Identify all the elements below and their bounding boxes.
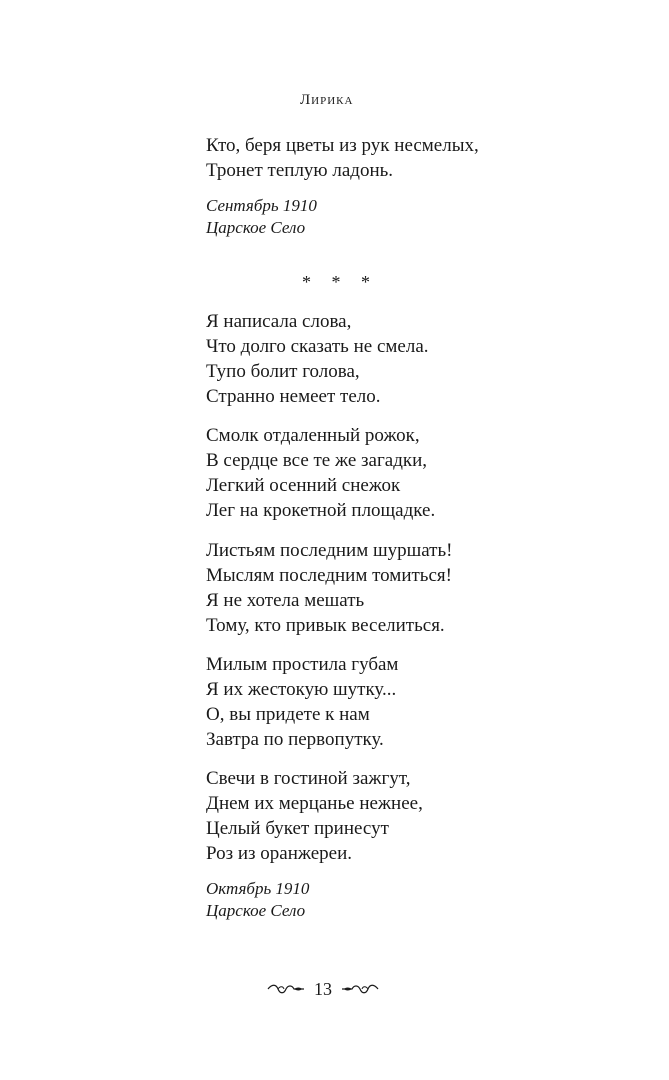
- poem1-dateline: [206, 195, 317, 239]
- poem-line: Кто, беря цветы из рук несмелых,: [206, 135, 479, 156]
- poem-line: Я их жестокую шутку...: [206, 679, 397, 700]
- poem-line: Свечи в гостиной зажгут,: [206, 768, 411, 789]
- poem-line: В сердце все те же загадки,: [206, 450, 428, 471]
- poem-line: Что долго сказать не смела.: [206, 336, 429, 357]
- poem-line: Целый букет принесут: [206, 818, 389, 839]
- poem-line: Легкий осенний снежок: [206, 475, 401, 496]
- poem-line: Листьям последним шуршать!: [206, 540, 453, 561]
- poem2-dateline: [206, 878, 309, 922]
- stanza: [206, 766, 423, 866]
- poem-line: Странно немеет тело.: [206, 386, 381, 407]
- section-separator: * * *: [302, 272, 378, 292]
- stanza: [206, 652, 398, 752]
- poem1-tail: [206, 133, 479, 183]
- poem-date: Октябрь 1910: [206, 879, 310, 898]
- poem-line: Я написала слова,: [206, 311, 352, 332]
- stanza: [206, 423, 435, 523]
- poem-line: О, вы придете к нам: [206, 704, 370, 725]
- flourish-left-icon: [266, 981, 306, 997]
- page-number: 13: [314, 978, 332, 999]
- poem-line: Роз из оранжереи.: [206, 843, 353, 864]
- poem-line: Милым простила губам: [206, 654, 399, 675]
- poem-line: Смолк отдаленный рожок,: [206, 425, 420, 446]
- poem-place: Царское Село: [206, 901, 306, 920]
- poem-date: Сентябрь 1910: [206, 196, 317, 215]
- running-head: Лирика: [300, 92, 354, 108]
- poem-line: Лег на крокетной площадке.: [206, 500, 436, 521]
- poem-line: Тупо болит голова,: [206, 361, 360, 382]
- poem-place: Царское Село: [206, 218, 306, 237]
- poem-line: Я не хотела мешать: [206, 590, 365, 611]
- poem-line: Тронет теплую ладонь.: [206, 160, 394, 181]
- poem-line: Завтра по первопутку.: [206, 729, 384, 750]
- stanza: [206, 538, 452, 638]
- stanza: [206, 309, 429, 409]
- page-footer: [263, 978, 383, 1000]
- flourish-right-icon: [340, 981, 380, 997]
- poem-line: Тому, кто привык веселиться.: [206, 615, 445, 636]
- poem-line: Мыслям последним томиться!: [206, 565, 452, 586]
- poem-line: Днем их мерцанье нежнее,: [206, 793, 423, 814]
